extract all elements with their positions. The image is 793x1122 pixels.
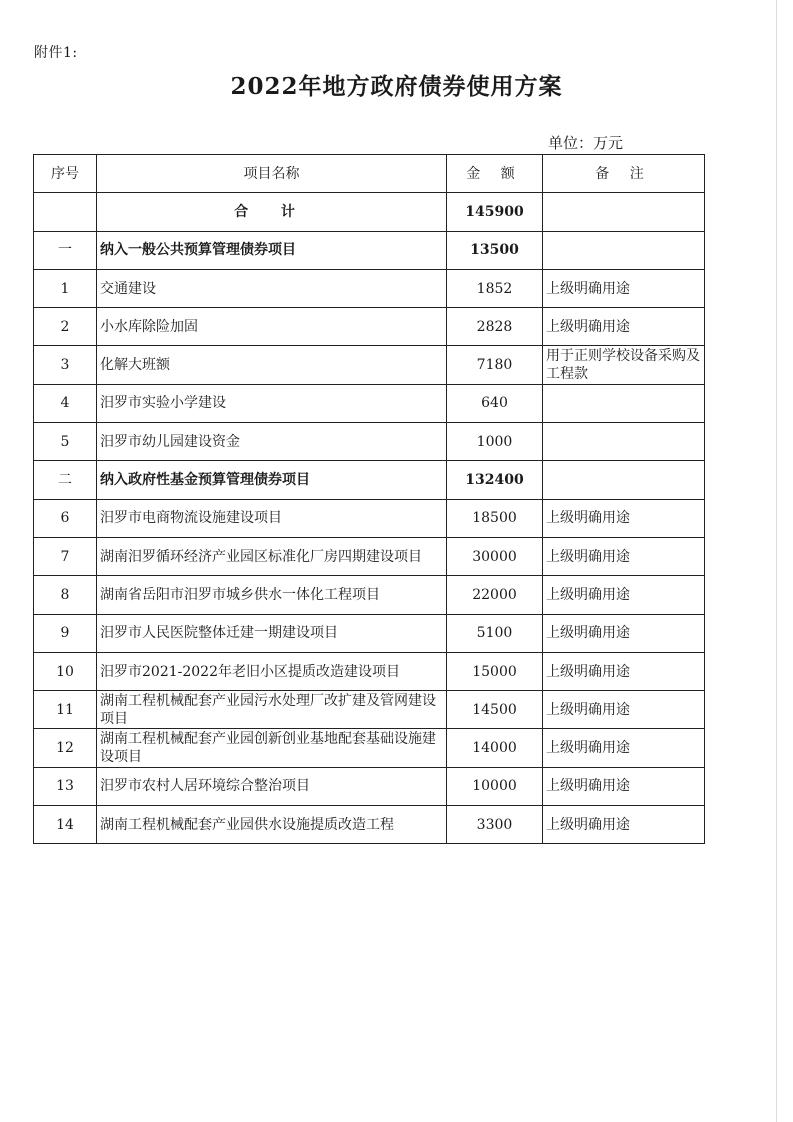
page-title: 2022年地方政府债券使用方案 — [230, 73, 563, 100]
row-seq-cell: 3 — [34, 346, 97, 384]
row-note-cell: 上级明确用途 — [543, 652, 705, 690]
row-name-cell: 小水库除险加固 — [97, 308, 447, 346]
row-amount-cell: 30000 — [447, 537, 543, 575]
row-name-cell: 化解大班额 — [97, 346, 447, 384]
row-note-cell: 上级明确用途 — [543, 308, 705, 346]
row-amount-cell: 132400 — [447, 461, 543, 499]
column-header-seq: 序号 — [34, 155, 97, 193]
row-seq-cell: 一 — [34, 231, 97, 269]
row-note-cell: 上级明确用途 — [543, 806, 705, 844]
total-label-cell: 合 计 — [97, 193, 447, 231]
row-note-cell: 上级明确用途 — [543, 614, 705, 652]
row-seq-cell: 1 — [34, 269, 97, 307]
row-note-cell: 上级明确用途 — [543, 537, 705, 575]
row-amount-cell: 1852 — [447, 269, 543, 307]
row-name-cell: 汨罗市实验小学建设 — [97, 384, 447, 422]
row-amount-cell: 2828 — [447, 308, 543, 346]
total-amount-cell: 145900 — [447, 193, 543, 231]
row-amount-cell: 640 — [447, 384, 543, 422]
row-note-cell: 上级明确用途 — [543, 499, 705, 537]
row-amount-cell: 3300 — [447, 806, 543, 844]
row-note-cell: 上级明确用途 — [543, 576, 705, 614]
row-seq-cell: 6 — [34, 499, 97, 537]
row-name-cell: 汨罗市幼儿园建设资金 — [97, 423, 447, 461]
row-amount-cell: 18500 — [447, 499, 543, 537]
table-row — [34, 499, 705, 537]
row-note-cell — [543, 384, 705, 422]
table-row — [34, 729, 705, 767]
row-amount-cell: 14500 — [447, 691, 543, 729]
category-row — [34, 461, 705, 499]
row-note-cell: 上级明确用途 — [543, 729, 705, 767]
row-note-cell: 上级明确用途 — [543, 767, 705, 805]
row-name-cell: 湖南工程机械配套产业园创新创业基地配套基础设施建设项目 — [97, 729, 447, 767]
table-row — [34, 384, 705, 422]
column-header-name: 项目名称 — [97, 155, 447, 193]
row-seq-cell: 8 — [34, 576, 97, 614]
table-row — [34, 308, 705, 346]
table-row — [34, 576, 705, 614]
row-seq-cell: 7 — [34, 537, 97, 575]
category-row — [34, 231, 705, 269]
row-amount-cell: 22000 — [447, 576, 543, 614]
row-seq-cell: 二 — [34, 461, 97, 499]
total-note-cell — [543, 193, 705, 231]
row-name-cell: 汨罗市2021-2022年老旧小区提质改造建设项目 — [97, 652, 447, 690]
table-row — [34, 269, 705, 307]
row-name-cell: 纳入政府性基金预算管理债券项目 — [97, 461, 447, 499]
row-note-cell — [543, 423, 705, 461]
total-seq-cell — [34, 193, 97, 231]
row-name-cell: 湖南省岳阳市汨罗市城乡供水一体化工程项目 — [97, 576, 447, 614]
row-amount-cell: 13500 — [447, 231, 543, 269]
row-seq-cell: 2 — [34, 308, 97, 346]
row-seq-cell: 14 — [34, 806, 97, 844]
row-name-cell: 汨罗市人民医院整体迁建一期建设项目 — [97, 614, 447, 652]
unit-label: 单位：万元 — [548, 134, 624, 152]
row-seq-cell: 10 — [34, 652, 97, 690]
row-seq-cell: 4 — [34, 384, 97, 422]
attachment-label: 附件1: — [34, 45, 78, 61]
table-row — [34, 423, 705, 461]
row-name-cell: 湖南工程机械配套产业园供水设施提质改造工程 — [97, 806, 447, 844]
table-row — [34, 767, 705, 805]
row-note-cell — [543, 461, 705, 499]
row-note-cell: 上级明确用途 — [543, 691, 705, 729]
bond-plan-table — [33, 154, 705, 844]
row-seq-cell: 13 — [34, 767, 97, 805]
row-note-cell: 上级明确用途 — [543, 269, 705, 307]
row-name-cell: 湖南汨罗循环经济产业园区标准化厂房四期建设项目 — [97, 537, 447, 575]
row-note-cell: 用于正则学校设备采购及工程款 — [543, 346, 705, 384]
row-name-cell: 汨罗市农村人居环境综合整治项目 — [97, 767, 447, 805]
row-seq-cell: 12 — [34, 729, 97, 767]
column-header-amount: 金 额 — [447, 155, 543, 193]
row-amount-cell: 5100 — [447, 614, 543, 652]
row-note-cell — [543, 231, 705, 269]
row-name-cell: 纳入一般公共预算管理债券项目 — [97, 231, 447, 269]
table-row — [34, 346, 705, 384]
row-seq-cell: 5 — [34, 423, 97, 461]
row-name-cell: 汨罗市电商物流设施建设项目 — [97, 499, 447, 537]
column-header-note: 备 注 — [543, 155, 705, 193]
scan-edge-line — [776, 0, 777, 1122]
table-row — [34, 537, 705, 575]
row-amount-cell: 7180 — [447, 346, 543, 384]
row-amount-cell: 1000 — [447, 423, 543, 461]
row-name-cell: 湖南工程机械配套产业园污水处理厂改扩建及管网建设项目 — [97, 691, 447, 729]
table-row — [34, 652, 705, 690]
table-header-row — [34, 155, 705, 193]
row-amount-cell: 15000 — [447, 652, 543, 690]
total-row — [34, 193, 705, 231]
table-row — [34, 614, 705, 652]
table-row — [34, 691, 705, 729]
row-name-cell: 交通建设 — [97, 269, 447, 307]
row-seq-cell: 11 — [34, 691, 97, 729]
table-row — [34, 806, 705, 844]
row-amount-cell: 14000 — [447, 729, 543, 767]
row-seq-cell: 9 — [34, 614, 97, 652]
row-amount-cell: 10000 — [447, 767, 543, 805]
